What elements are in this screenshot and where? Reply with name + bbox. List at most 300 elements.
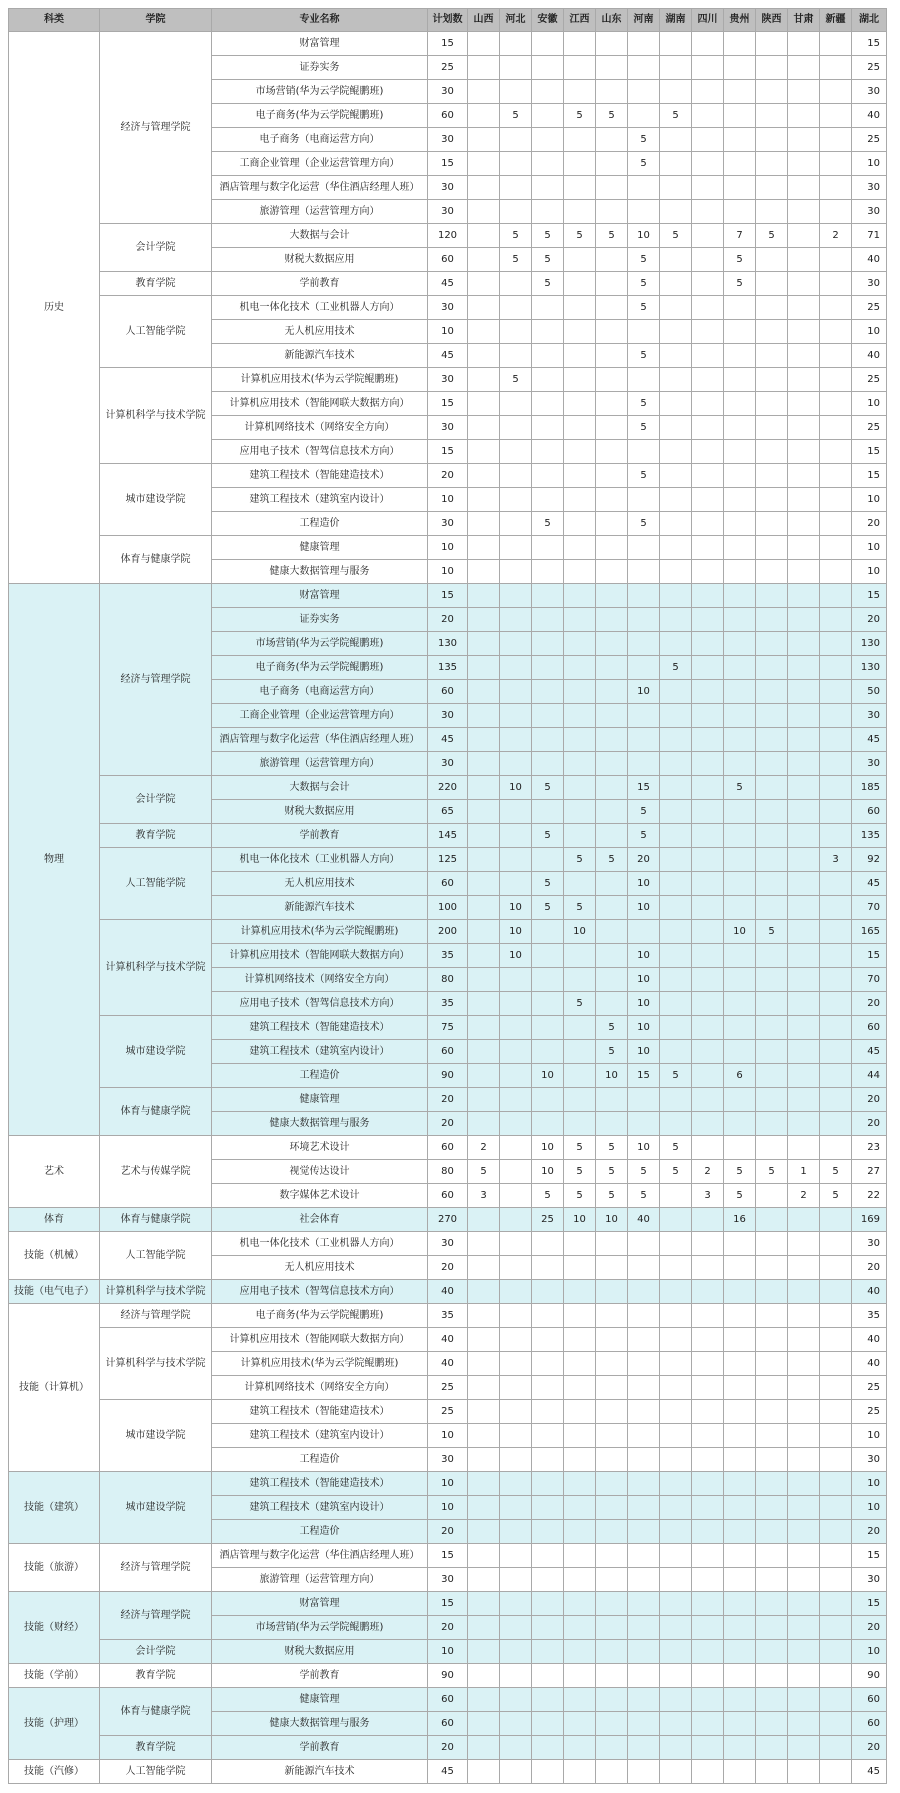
province-count-cell (468, 1304, 500, 1328)
major-cell: 证券实务 (212, 608, 428, 632)
province-count-cell (500, 1616, 532, 1640)
major-cell: 机电一体化技术（工业机器人方向） (212, 848, 428, 872)
province-count-cell (660, 1592, 692, 1616)
province-count-cell (564, 416, 596, 440)
province-count-cell (756, 1736, 788, 1760)
major-cell: 新能源汽车技术 (212, 1760, 428, 1784)
province-count-cell (820, 968, 852, 992)
province-count-cell: 5 (596, 1016, 628, 1040)
province-count-cell (500, 872, 532, 896)
province-count-cell (692, 1208, 724, 1232)
province-count-cell: 10 (724, 920, 756, 944)
province-count-cell: 5 (756, 1160, 788, 1184)
hubei-count-cell: 92 (852, 848, 887, 872)
province-count-cell (564, 200, 596, 224)
province-count-cell (500, 656, 532, 680)
province-count-cell (692, 440, 724, 464)
province-count-cell (820, 368, 852, 392)
province-count-cell (692, 464, 724, 488)
province-count-cell (500, 1184, 532, 1208)
province-count-cell (596, 584, 628, 608)
hubei-count-cell: 20 (852, 608, 887, 632)
province-count-cell (532, 440, 564, 464)
province-count-cell (660, 1232, 692, 1256)
province-count-cell (724, 848, 756, 872)
province-count-cell (596, 1280, 628, 1304)
province-count-cell (692, 1664, 724, 1688)
province-count-cell (532, 968, 564, 992)
province-count-cell: 20 (628, 848, 660, 872)
province-count-cell (628, 1352, 660, 1376)
province-count-cell (756, 1472, 788, 1496)
province-count-cell (756, 824, 788, 848)
college-cell: 教育学院 (100, 1664, 212, 1688)
province-count-cell (788, 728, 820, 752)
province-count-cell (788, 440, 820, 464)
province-count-cell (596, 1496, 628, 1520)
table-row (9, 848, 887, 872)
plan-count-cell: 60 (428, 104, 468, 128)
plan-count-cell: 30 (428, 704, 468, 728)
province-count-cell (788, 1616, 820, 1640)
province-count-cell (820, 920, 852, 944)
table-row (9, 1664, 887, 1688)
province-count-cell (724, 1352, 756, 1376)
province-count-cell (660, 296, 692, 320)
province-count-cell: 5 (532, 224, 564, 248)
province-count-cell (756, 896, 788, 920)
province-count-cell (596, 944, 628, 968)
province-count-cell (468, 1088, 500, 1112)
province-count-cell (468, 152, 500, 176)
province-count-cell (756, 680, 788, 704)
province-count-cell (564, 1472, 596, 1496)
province-count-cell (692, 1280, 724, 1304)
province-count-cell (564, 320, 596, 344)
plan-count-cell: 120 (428, 224, 468, 248)
province-count-cell: 5 (532, 776, 564, 800)
major-cell: 无人机应用技术 (212, 320, 428, 344)
province-count-cell (724, 1256, 756, 1280)
province-count-cell (756, 992, 788, 1016)
hubei-count-cell: 15 (852, 1592, 887, 1616)
hubei-count-cell: 10 (852, 1424, 887, 1448)
province-count-cell (660, 128, 692, 152)
province-count-cell (532, 464, 564, 488)
province-count-cell (788, 1640, 820, 1664)
province-count-cell (596, 1256, 628, 1280)
province-count-cell (756, 1208, 788, 1232)
province-count-cell: 10 (628, 968, 660, 992)
table-row (9, 536, 887, 560)
hubei-count-cell: 15 (852, 584, 887, 608)
province-count-cell (500, 1256, 532, 1280)
province-count-cell (596, 1232, 628, 1256)
province-count-cell: 1 (788, 1160, 820, 1184)
hubei-count-cell: 10 (852, 536, 887, 560)
province-count-cell (468, 1424, 500, 1448)
province-count-cell (692, 704, 724, 728)
province-count-cell (820, 560, 852, 584)
province-count-cell (468, 1496, 500, 1520)
province-count-cell (756, 944, 788, 968)
hubei-count-cell: 10 (852, 320, 887, 344)
province-count-cell (596, 1712, 628, 1736)
plan-count-cell: 270 (428, 1208, 468, 1232)
province-count-cell: 15 (628, 1064, 660, 1088)
province-count-cell (564, 1448, 596, 1472)
plan-count-cell: 80 (428, 1160, 468, 1184)
province-count-cell (724, 1472, 756, 1496)
province-count-cell (468, 224, 500, 248)
province-count-cell (692, 1496, 724, 1520)
province-count-cell (756, 1256, 788, 1280)
plan-count-cell: 45 (428, 272, 468, 296)
province-count-cell (468, 1568, 500, 1592)
major-cell: 大数据与会计 (212, 224, 428, 248)
province-count-cell (660, 944, 692, 968)
province-count-cell (756, 584, 788, 608)
province-count-cell (820, 536, 852, 560)
province-count-cell (724, 1088, 756, 1112)
province-count-cell (628, 80, 660, 104)
province-count-cell (564, 1352, 596, 1376)
major-cell: 财税大数据应用 (212, 1640, 428, 1664)
major-cell: 学前教育 (212, 1736, 428, 1760)
province-count-cell: 5 (532, 512, 564, 536)
province-count-cell (692, 1736, 724, 1760)
province-count-cell (468, 536, 500, 560)
table-row (9, 1592, 887, 1616)
province-count-cell (500, 992, 532, 1016)
province-count-cell (756, 1520, 788, 1544)
province-count-cell (756, 1304, 788, 1328)
province-count-cell (724, 1520, 756, 1544)
province-count-cell (724, 608, 756, 632)
province-count-cell (660, 56, 692, 80)
province-count-cell (628, 1400, 660, 1424)
hubei-count-cell: 30 (852, 272, 887, 296)
province-count-cell (500, 1304, 532, 1328)
province-count-cell (724, 800, 756, 824)
province-count-cell (532, 1424, 564, 1448)
province-count-cell (788, 1472, 820, 1496)
province-count-cell (724, 104, 756, 128)
province-count-cell (628, 32, 660, 56)
province-count-cell (532, 1400, 564, 1424)
province-count-cell (468, 1016, 500, 1040)
province-count-cell (788, 296, 820, 320)
province-count-cell (692, 1112, 724, 1136)
province-count-cell (660, 680, 692, 704)
province-count-cell (660, 368, 692, 392)
province-count-cell (564, 1088, 596, 1112)
plan-count-cell: 10 (428, 1472, 468, 1496)
college-cell: 城市建设学院 (100, 1016, 212, 1088)
province-count-cell (468, 1064, 500, 1088)
province-count-cell (500, 80, 532, 104)
province-count-cell (820, 608, 852, 632)
province-count-cell: 10 (628, 872, 660, 896)
province-count-cell (756, 848, 788, 872)
hubei-count-cell: 25 (852, 368, 887, 392)
hubei-count-cell: 60 (852, 1016, 887, 1040)
province-count-cell: 10 (628, 680, 660, 704)
major-cell: 建筑工程技术（建筑室内设计） (212, 1040, 428, 1064)
province-count-cell (532, 800, 564, 824)
province-count-cell (788, 632, 820, 656)
province-count-cell (756, 776, 788, 800)
province-count-cell: 5 (596, 1184, 628, 1208)
plan-count-cell: 90 (428, 1664, 468, 1688)
table-row (9, 1688, 887, 1712)
major-cell: 健康大数据管理与服务 (212, 1712, 428, 1736)
province-count-cell (788, 1016, 820, 1040)
hubei-count-cell: 45 (852, 1760, 887, 1784)
province-count-cell (756, 1352, 788, 1376)
category-cell: 技能（汽修） (9, 1760, 100, 1784)
province-count-cell (756, 1664, 788, 1688)
province-count-cell (692, 944, 724, 968)
province-count-cell (532, 1592, 564, 1616)
plan-count-cell: 25 (428, 1400, 468, 1424)
province-count-cell (532, 1472, 564, 1496)
province-count-cell (628, 1592, 660, 1616)
province-count-cell (820, 584, 852, 608)
province-count-cell (468, 1112, 500, 1136)
plan-count-cell: 35 (428, 944, 468, 968)
province-count-cell (468, 416, 500, 440)
major-cell: 学前教育 (212, 1664, 428, 1688)
province-count-cell (532, 320, 564, 344)
province-count-cell (468, 1376, 500, 1400)
province-count-cell (564, 1592, 596, 1616)
province-count-cell: 5 (596, 1136, 628, 1160)
hubei-count-cell: 35 (852, 1304, 887, 1328)
province-count-cell (564, 152, 596, 176)
province-count-cell (788, 1136, 820, 1160)
province-count-cell (532, 1328, 564, 1352)
province-count-cell (692, 680, 724, 704)
province-count-cell (468, 560, 500, 584)
province-count-cell (500, 440, 532, 464)
province-count-cell (820, 1280, 852, 1304)
table-row (9, 584, 887, 608)
province-count-cell (756, 152, 788, 176)
plan-count-cell: 60 (428, 1184, 468, 1208)
province-count-cell (532, 1016, 564, 1040)
column-header: 河北 (500, 9, 532, 32)
province-count-cell (596, 632, 628, 656)
province-count-cell (788, 848, 820, 872)
province-count-cell (532, 392, 564, 416)
province-count-cell (564, 464, 596, 488)
province-count-cell (724, 1136, 756, 1160)
province-count-cell: 10 (500, 944, 532, 968)
table-row (9, 1328, 887, 1352)
province-count-cell (564, 1664, 596, 1688)
province-count-cell (564, 872, 596, 896)
hubei-count-cell: 40 (852, 1352, 887, 1376)
province-count-cell (500, 1712, 532, 1736)
plan-count-cell: 60 (428, 872, 468, 896)
province-count-cell (468, 584, 500, 608)
province-count-cell (820, 80, 852, 104)
province-count-cell (788, 992, 820, 1016)
province-count-cell: 5 (532, 272, 564, 296)
province-count-cell (596, 1640, 628, 1664)
province-count-cell: 5 (660, 224, 692, 248)
college-cell: 人工智能学院 (100, 848, 212, 920)
province-count-cell (756, 1760, 788, 1784)
province-count-cell (692, 416, 724, 440)
major-cell: 建筑工程技术（智能建造技术） (212, 464, 428, 488)
hubei-count-cell: 30 (852, 80, 887, 104)
plan-count-cell: 30 (428, 296, 468, 320)
province-count-cell (788, 656, 820, 680)
major-cell: 建筑工程技术（智能建造技术） (212, 1472, 428, 1496)
province-count-cell (596, 1592, 628, 1616)
province-count-cell (820, 1520, 852, 1544)
province-count-cell (788, 176, 820, 200)
province-count-cell (820, 1712, 852, 1736)
province-count-cell (628, 1088, 660, 1112)
province-count-cell: 6 (724, 1064, 756, 1088)
province-count-cell (756, 1112, 788, 1136)
province-count-cell (596, 272, 628, 296)
column-header: 山西 (468, 9, 500, 32)
province-count-cell (724, 680, 756, 704)
table-row (9, 1280, 887, 1304)
province-count-cell (532, 1688, 564, 1712)
province-count-cell (532, 80, 564, 104)
province-count-cell (788, 80, 820, 104)
hubei-count-cell: 30 (852, 704, 887, 728)
province-count-cell: 10 (500, 920, 532, 944)
province-count-cell (660, 1712, 692, 1736)
province-count-cell (596, 1352, 628, 1376)
header-row (9, 9, 887, 32)
province-count-cell (468, 1232, 500, 1256)
college-cell: 经济与管理学院 (100, 1304, 212, 1328)
province-count-cell: 10 (628, 1016, 660, 1040)
enrollment-plan-table-container (8, 8, 887, 1784)
province-count-cell (596, 656, 628, 680)
province-count-cell (500, 176, 532, 200)
province-count-cell (724, 152, 756, 176)
province-count-cell (692, 1400, 724, 1424)
province-count-cell (724, 536, 756, 560)
province-count-cell (692, 1376, 724, 1400)
column-header: 陕西 (756, 9, 788, 32)
plan-count-cell: 65 (428, 800, 468, 824)
province-count-cell (756, 1592, 788, 1616)
province-count-cell (468, 176, 500, 200)
province-count-cell (756, 464, 788, 488)
major-cell: 计算机应用技术（智能网联大数据方向） (212, 392, 428, 416)
province-count-cell (532, 632, 564, 656)
province-count-cell (564, 272, 596, 296)
hubei-count-cell: 15 (852, 440, 887, 464)
province-count-cell (756, 1376, 788, 1400)
province-count-cell (564, 1568, 596, 1592)
province-count-cell (756, 1568, 788, 1592)
province-count-cell (788, 56, 820, 80)
province-count-cell (692, 368, 724, 392)
province-count-cell: 5 (564, 848, 596, 872)
province-count-cell (596, 1400, 628, 1424)
province-count-cell (820, 1496, 852, 1520)
province-count-cell (468, 1328, 500, 1352)
province-count-cell (564, 728, 596, 752)
province-count-cell (756, 368, 788, 392)
province-count-cell (500, 584, 532, 608)
province-count-cell (468, 776, 500, 800)
hubei-count-cell: 10 (852, 1496, 887, 1520)
province-count-cell (468, 728, 500, 752)
province-count-cell (468, 296, 500, 320)
province-count-cell (628, 1112, 660, 1136)
province-count-cell (820, 1208, 852, 1232)
province-count-cell: 5 (660, 656, 692, 680)
province-count-cell (788, 1256, 820, 1280)
province-count-cell: 7 (724, 224, 756, 248)
plan-count-cell: 10 (428, 1496, 468, 1520)
province-count-cell (532, 1664, 564, 1688)
province-count-cell: 3 (820, 848, 852, 872)
table-row (9, 1304, 887, 1328)
province-count-cell (596, 248, 628, 272)
province-count-cell (660, 824, 692, 848)
province-count-cell (468, 1520, 500, 1544)
province-count-cell (596, 320, 628, 344)
province-count-cell (724, 464, 756, 488)
province-count-cell (596, 752, 628, 776)
province-count-cell (724, 1640, 756, 1664)
province-count-cell (500, 512, 532, 536)
province-count-cell (756, 1280, 788, 1304)
province-count-cell (532, 1760, 564, 1784)
hubei-count-cell: 44 (852, 1064, 887, 1088)
province-count-cell (468, 608, 500, 632)
province-count-cell (724, 704, 756, 728)
province-count-cell: 2 (788, 1184, 820, 1208)
province-count-cell (820, 752, 852, 776)
plan-count-cell: 30 (428, 752, 468, 776)
table-row (9, 32, 887, 56)
column-header: 湖北 (852, 9, 887, 32)
hubei-count-cell: 15 (852, 32, 887, 56)
province-count-cell (564, 680, 596, 704)
province-count-cell (692, 248, 724, 272)
table-row (9, 464, 887, 488)
province-count-cell: 3 (468, 1184, 500, 1208)
major-cell: 计算机应用技术(华为云学院鲲鹏班) (212, 1352, 428, 1376)
province-count-cell (628, 1280, 660, 1304)
province-count-cell (500, 1544, 532, 1568)
province-count-cell (724, 656, 756, 680)
hubei-count-cell: 165 (852, 920, 887, 944)
province-count-cell (596, 296, 628, 320)
province-count-cell (532, 1304, 564, 1328)
province-count-cell (756, 272, 788, 296)
province-count-cell (628, 1424, 660, 1448)
province-count-cell: 5 (660, 104, 692, 128)
province-count-cell (532, 536, 564, 560)
province-count-cell (724, 440, 756, 464)
province-count-cell (724, 992, 756, 1016)
province-count-cell (564, 800, 596, 824)
